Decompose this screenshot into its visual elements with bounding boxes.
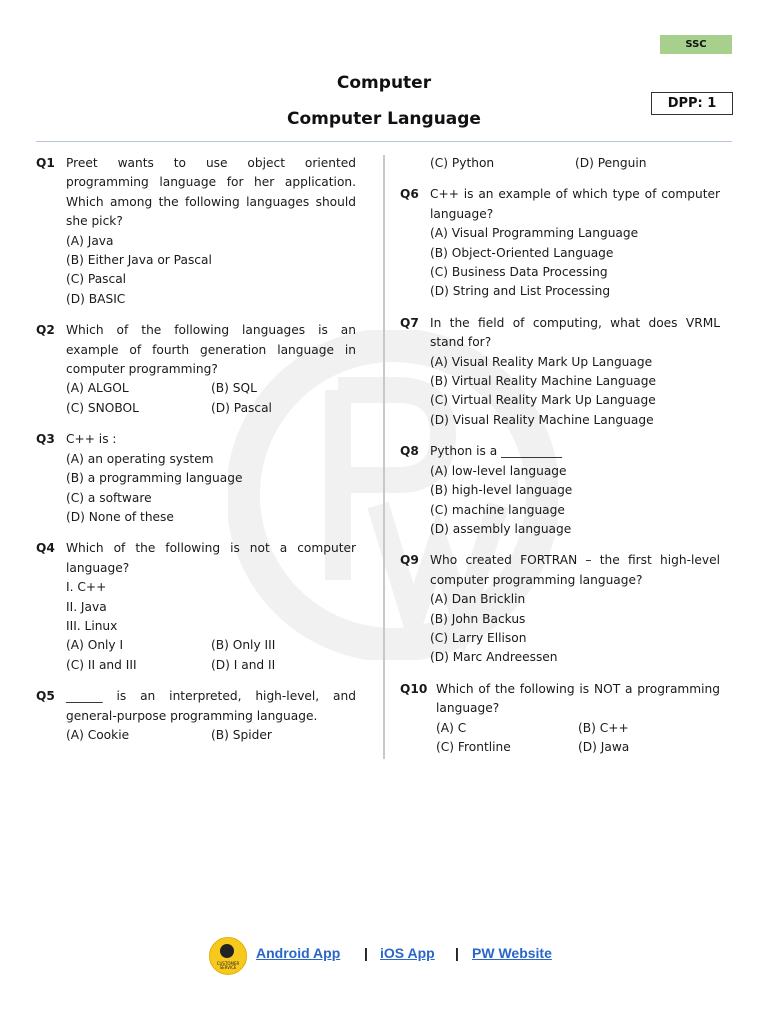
question-4 <box>36 539 356 675</box>
option-b: (B) high-level language <box>430 483 573 498</box>
question-1 <box>36 154 356 309</box>
option-a: (A) Only I <box>66 638 124 653</box>
question-number: Q2 <box>36 323 55 338</box>
option-c: (C) Larry Ellison <box>430 630 527 645</box>
statement-3: III. Linux <box>66 618 118 633</box>
option-c: (C) Virtual Reality Mark Up Language <box>430 393 656 408</box>
separator: | <box>364 945 368 961</box>
option-a: (A) Cookie <box>66 727 130 742</box>
option-a: (A) ALGOL <box>66 381 129 396</box>
option-a: (A) Dan Bricklin <box>430 592 526 607</box>
options-row <box>66 379 356 398</box>
question-number: Q1 <box>36 156 55 170</box>
option-b: (B) Object-Oriented Language <box>430 245 614 260</box>
options-row <box>66 636 356 655</box>
option-b: (B) Either Java or Pascal <box>66 253 212 268</box>
question-6 <box>400 185 720 301</box>
question-number: Q6 <box>400 187 419 202</box>
options-row <box>436 719 720 738</box>
question-5-continued <box>400 154 720 173</box>
option-d: (D) Jawa <box>578 739 630 754</box>
question-10 <box>400 680 720 758</box>
question-text: C++ is an example of which type of computer language? <box>430 187 720 221</box>
option-b: (B) Spider <box>211 727 272 742</box>
pw-website-link[interactable]: PW Website <box>472 945 552 961</box>
option-d: (D) Visual Reality Machine Language <box>430 412 654 427</box>
option-d: (D) BASIC <box>66 291 126 306</box>
footer <box>0 937 768 971</box>
option-c: (C) II and III <box>66 657 137 672</box>
option-d: (D) Marc Andreessen <box>430 650 558 665</box>
question-text: Preet wants to use object oriented programming language for her application. Which among the following languages should she pick? <box>66 156 356 229</box>
option-c: (C) Business Data Processing <box>430 265 608 280</box>
question-text: ______ is an interpreted, high-level, and general-purpose programming language. <box>66 689 356 723</box>
option-a: (A) C <box>436 720 467 735</box>
option-d: (D) String and List Processing <box>430 284 611 299</box>
left-column <box>36 154 356 757</box>
question-text: Who created FORTRAN – the first high-level computer programming language? <box>430 553 720 587</box>
page-subtitle: Computer Language <box>287 109 481 129</box>
question-7 <box>400 314 720 430</box>
question-9 <box>400 551 720 667</box>
dpp-badge: DPP: 1 <box>651 92 733 115</box>
option-d: (D) None of these <box>66 509 174 524</box>
question-number: Q5 <box>36 689 55 704</box>
question-number: Q4 <box>36 541 55 556</box>
ios-app-link[interactable]: iOS App <box>380 945 435 961</box>
right-column <box>400 154 720 769</box>
option-d: (D) Penguin <box>575 156 647 170</box>
android-app-link[interactable]: Android App <box>256 945 341 961</box>
options-row <box>436 738 720 757</box>
question-text: In the field of computing, what does VRML stand for? <box>430 315 720 350</box>
option-a: (A) Visual Reality Mark Up Language <box>430 354 653 369</box>
question-2 <box>36 321 356 418</box>
options-row <box>66 726 356 745</box>
option-c: (C) Frontline <box>436 739 511 754</box>
question-number: Q8 <box>400 444 419 459</box>
question-number: Q7 <box>400 315 419 330</box>
statement-1: I. C++ <box>66 580 107 595</box>
headset-icon <box>220 944 234 958</box>
question-number: Q10 <box>400 681 428 696</box>
question-text: Which of the following is not a computer language? <box>66 541 356 575</box>
exam-tag: SSC <box>660 35 732 54</box>
options-row <box>66 399 356 418</box>
header-divider <box>36 141 732 142</box>
separator: | <box>455 945 459 961</box>
question-3 <box>36 430 356 527</box>
option-a: (A) Java <box>66 233 114 248</box>
question-text: Which of the following is NOT a programming language? <box>436 681 720 716</box>
option-a: (A) Visual Programming Language <box>430 226 639 241</box>
question-text: Which of the following languages is an example of fourth generation language in computer programming? <box>66 323 356 377</box>
question-number: Q9 <box>400 553 419 568</box>
option-b: (B) Only III <box>211 638 276 653</box>
customer-service-logo-icon <box>209 937 247 975</box>
option-b: (B) John Backus <box>430 611 526 626</box>
question-text: Python is a __________ <box>430 444 563 459</box>
question-number: Q3 <box>36 432 55 447</box>
option-a: (A) low-level language <box>430 463 567 478</box>
question-text: C++ is : <box>66 432 117 447</box>
question-8 <box>400 442 720 539</box>
option-c: (C) a software <box>66 490 152 505</box>
statement-2: II. Java <box>66 599 107 614</box>
option-b: (B) Virtual Reality Machine Language <box>430 374 657 389</box>
option-c: (C) Pascal <box>66 272 127 287</box>
page-title: Computer <box>336 73 432 93</box>
option-b: (B) C++ <box>578 720 629 735</box>
options-row <box>66 656 356 675</box>
option-d: (D) assembly language <box>430 521 572 536</box>
option-d: (D) I and II <box>211 657 276 672</box>
option-b: (B) SQL <box>211 381 257 396</box>
option-a: (A) an operating system <box>66 451 214 466</box>
logo-text: CUSTOMER SERVICE <box>216 961 240 970</box>
option-d: (D) Pascal <box>211 400 272 415</box>
option-c: (C) Python <box>430 156 495 170</box>
option-b: (B) a programming language <box>66 471 243 486</box>
column-divider <box>383 155 385 759</box>
question-5 <box>36 687 356 745</box>
option-c: (C) machine language <box>430 502 565 517</box>
option-c: (C) SNOBOL <box>66 400 139 415</box>
